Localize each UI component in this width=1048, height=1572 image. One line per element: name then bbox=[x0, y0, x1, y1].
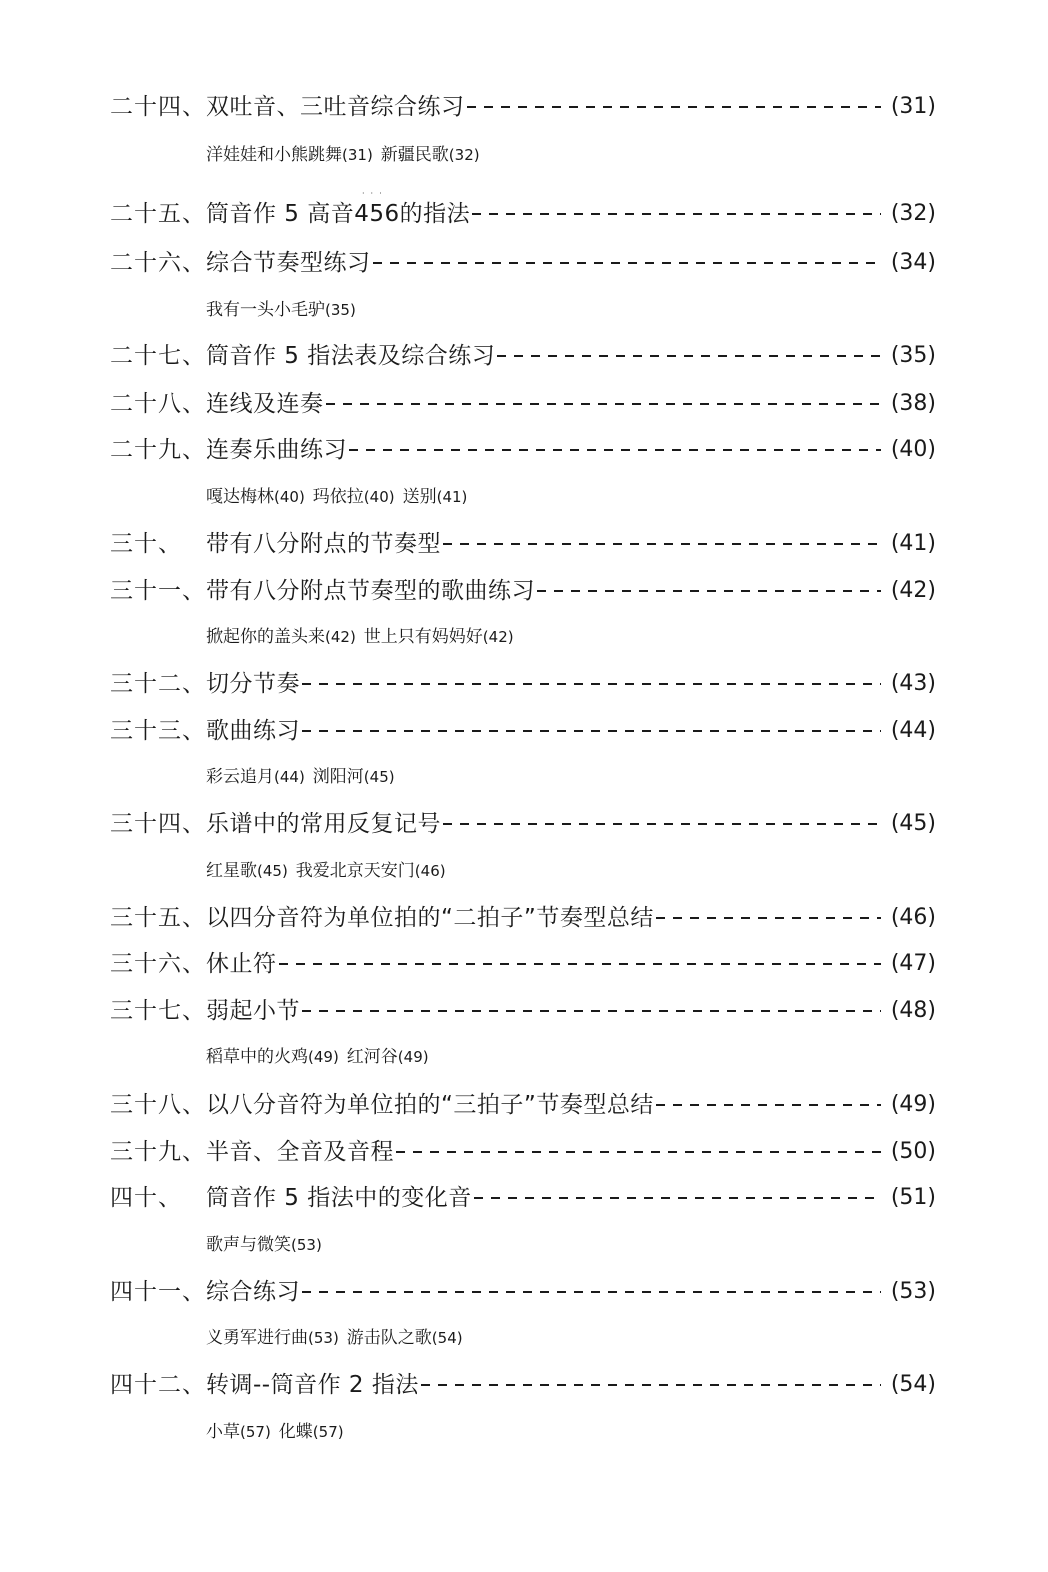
song-list bbox=[206, 297, 364, 323]
toc-entry bbox=[110, 1275, 936, 1309]
song-item: 新疆民歌(32) bbox=[380, 145, 480, 165]
entry-page: (42) bbox=[890, 578, 936, 603]
toc-entry bbox=[110, 901, 936, 935]
song-item: 掀起你的盖头来(42) bbox=[206, 627, 356, 647]
entry-number: 三十一、 bbox=[110, 578, 206, 604]
song-list bbox=[206, 764, 403, 790]
song-item: 稻草中的火鸡(49) bbox=[206, 1047, 339, 1067]
dash-leader bbox=[302, 730, 881, 732]
dash-leader bbox=[656, 1104, 881, 1106]
entry-title: 筒音作 5 指法中的变化音 bbox=[206, 1185, 472, 1211]
toc-entry bbox=[110, 947, 936, 981]
song-item: 我爱北京天安门(46) bbox=[295, 861, 446, 881]
dash-leader bbox=[396, 1151, 881, 1153]
toc-entry bbox=[110, 433, 936, 467]
entry-title: 半音、全音及音程 bbox=[206, 1139, 394, 1165]
entry-page: (50) bbox=[890, 1139, 936, 1164]
toc-entry bbox=[110, 246, 936, 280]
song-list bbox=[206, 1419, 352, 1445]
entry-title: 连奏乐曲练习 bbox=[206, 437, 347, 463]
toc-entry bbox=[110, 994, 936, 1028]
entry-number: 三十四、 bbox=[110, 811, 206, 837]
song-item: 彩云追月(44) bbox=[206, 767, 305, 787]
entry-page: (38) bbox=[890, 391, 936, 416]
entry-page: (40) bbox=[890, 437, 936, 462]
entry-title: 综合节奏型练习 bbox=[206, 250, 371, 276]
dash-leader bbox=[497, 355, 881, 357]
entry-title: 弱起小节 bbox=[206, 998, 300, 1024]
song-item: 小草(57) bbox=[206, 1422, 271, 1442]
entry-title: 歌曲练习 bbox=[206, 718, 300, 744]
entry-title: 切分节奏 bbox=[206, 671, 300, 697]
entry-number: 二十六、 bbox=[110, 250, 206, 276]
entry-number: 二十八、 bbox=[110, 391, 206, 417]
entry-number: 四十、 bbox=[110, 1185, 182, 1211]
dash-leader bbox=[279, 963, 881, 965]
entry-page: (49) bbox=[890, 1092, 936, 1117]
entry-page: (53) bbox=[890, 1279, 936, 1304]
entry-number: 二十七、 bbox=[110, 343, 206, 369]
song-item: 红河谷(49) bbox=[346, 1047, 429, 1067]
entry-number: 三十七、 bbox=[110, 998, 206, 1024]
dash-leader bbox=[467, 106, 881, 108]
entry-number: 二十五、 bbox=[110, 201, 206, 227]
entry-title: 筒音作 5 指法表及综合练习 bbox=[206, 343, 496, 369]
song-item: 浏阳河(45) bbox=[312, 767, 395, 787]
entry-page: (35) bbox=[890, 343, 936, 368]
entry-title: 转调--筒音作 2 指法 bbox=[206, 1372, 419, 1398]
entry-title: 连线及连奏 bbox=[206, 391, 324, 417]
entry-title: 休止符 bbox=[206, 951, 277, 977]
song-item: 嘎达梅林(40) bbox=[206, 487, 305, 507]
dash-leader bbox=[349, 449, 881, 451]
toc-entry bbox=[110, 667, 936, 701]
dash-leader bbox=[443, 543, 881, 545]
toc-entry bbox=[110, 90, 936, 124]
toc-entry bbox=[110, 1368, 936, 1402]
song-item: 红星歌(45) bbox=[206, 861, 288, 881]
dash-leader bbox=[302, 1291, 881, 1293]
song-list bbox=[206, 858, 454, 884]
song-item: 玛依拉(40) bbox=[312, 487, 395, 507]
toc-entry bbox=[110, 574, 936, 608]
entry-number: 三十三、 bbox=[110, 718, 206, 744]
entry-page: (46) bbox=[890, 905, 936, 930]
entry-number: 三十五、 bbox=[110, 905, 206, 931]
entry-page: (54) bbox=[890, 1372, 936, 1397]
dash-leader bbox=[443, 823, 881, 825]
entry-number: 三十九、 bbox=[110, 1139, 206, 1165]
song-item: 游击队之歌(54) bbox=[346, 1328, 463, 1348]
dash-leader bbox=[656, 917, 881, 919]
toc-entry bbox=[110, 339, 936, 373]
song-list bbox=[206, 624, 522, 650]
song-item: 洋娃娃和小熊跳舞(31) bbox=[206, 145, 373, 165]
dash-leader bbox=[421, 1384, 881, 1386]
entry-page: (47) bbox=[890, 951, 936, 976]
entry-page: (32) bbox=[890, 201, 936, 226]
entry-title: 综合练习 bbox=[206, 1279, 300, 1305]
entry-number: 二十九、 bbox=[110, 437, 206, 463]
toc-entry bbox=[110, 387, 936, 421]
toc-entry bbox=[110, 1135, 936, 1169]
entry-title: 双吐音、三吐音综合练习 bbox=[206, 94, 465, 120]
toc-entry bbox=[110, 197, 936, 231]
song-list bbox=[206, 1232, 330, 1258]
song-list bbox=[206, 142, 488, 168]
song-list bbox=[206, 1325, 471, 1351]
entry-number: 二十四、 bbox=[110, 94, 206, 120]
toc-entry bbox=[110, 527, 936, 561]
entry-page: (44) bbox=[890, 718, 936, 743]
entry-page: (41) bbox=[890, 531, 936, 556]
toc-entry bbox=[110, 714, 936, 748]
entry-page: (31) bbox=[890, 94, 936, 119]
high-note-dots: ··· bbox=[362, 189, 388, 198]
song-item: 世上只有妈妈好(42) bbox=[363, 627, 514, 647]
entry-number: 四十一、 bbox=[110, 1279, 206, 1305]
dash-leader bbox=[302, 683, 881, 685]
song-item: 歌声与微笑(53) bbox=[206, 1235, 322, 1255]
dash-leader bbox=[472, 213, 881, 215]
entry-number: 三十八、 bbox=[110, 1092, 206, 1118]
song-list bbox=[206, 484, 475, 510]
dash-leader bbox=[326, 403, 881, 405]
toc-entry bbox=[110, 1181, 936, 1215]
dash-leader bbox=[373, 262, 881, 264]
song-item: 义勇军进行曲(53) bbox=[206, 1328, 339, 1348]
song-list bbox=[206, 1044, 437, 1070]
dash-leader bbox=[474, 1197, 881, 1199]
entry-page: (43) bbox=[890, 671, 936, 696]
entry-title: 带有八分附点的节奏型 bbox=[206, 531, 441, 557]
song-item: 我有一头小毛驴(35) bbox=[206, 300, 356, 320]
entry-number: 四十二、 bbox=[110, 1372, 206, 1398]
entry-title: 以八分音符为单位拍的“三拍子”节奏型总结 bbox=[206, 1092, 654, 1118]
entry-page: (34) bbox=[890, 250, 936, 275]
entry-title: 筒音作 5 高音456的指法 bbox=[206, 201, 471, 227]
entry-number: 三十六、 bbox=[110, 951, 206, 977]
song-item: 化蝶(57) bbox=[278, 1422, 344, 1442]
entry-page: (45) bbox=[890, 811, 936, 836]
toc-entry bbox=[110, 1088, 936, 1122]
entry-title: 带有八分附点节奏型的歌曲练习 bbox=[206, 578, 535, 604]
entry-page: (48) bbox=[890, 998, 936, 1023]
toc-entry bbox=[110, 807, 936, 841]
entry-number: 三十、 bbox=[110, 531, 182, 557]
dash-leader bbox=[537, 590, 881, 592]
entry-number: 三十二、 bbox=[110, 671, 206, 697]
entry-page: (51) bbox=[890, 1185, 936, 1210]
song-item: 送别(41) bbox=[402, 487, 468, 507]
entry-title: 乐谱中的常用反复记号 bbox=[206, 811, 441, 837]
entry-title: 以四分音符为单位拍的“二拍子”节奏型总结 bbox=[206, 905, 654, 931]
dash-leader bbox=[302, 1010, 881, 1012]
